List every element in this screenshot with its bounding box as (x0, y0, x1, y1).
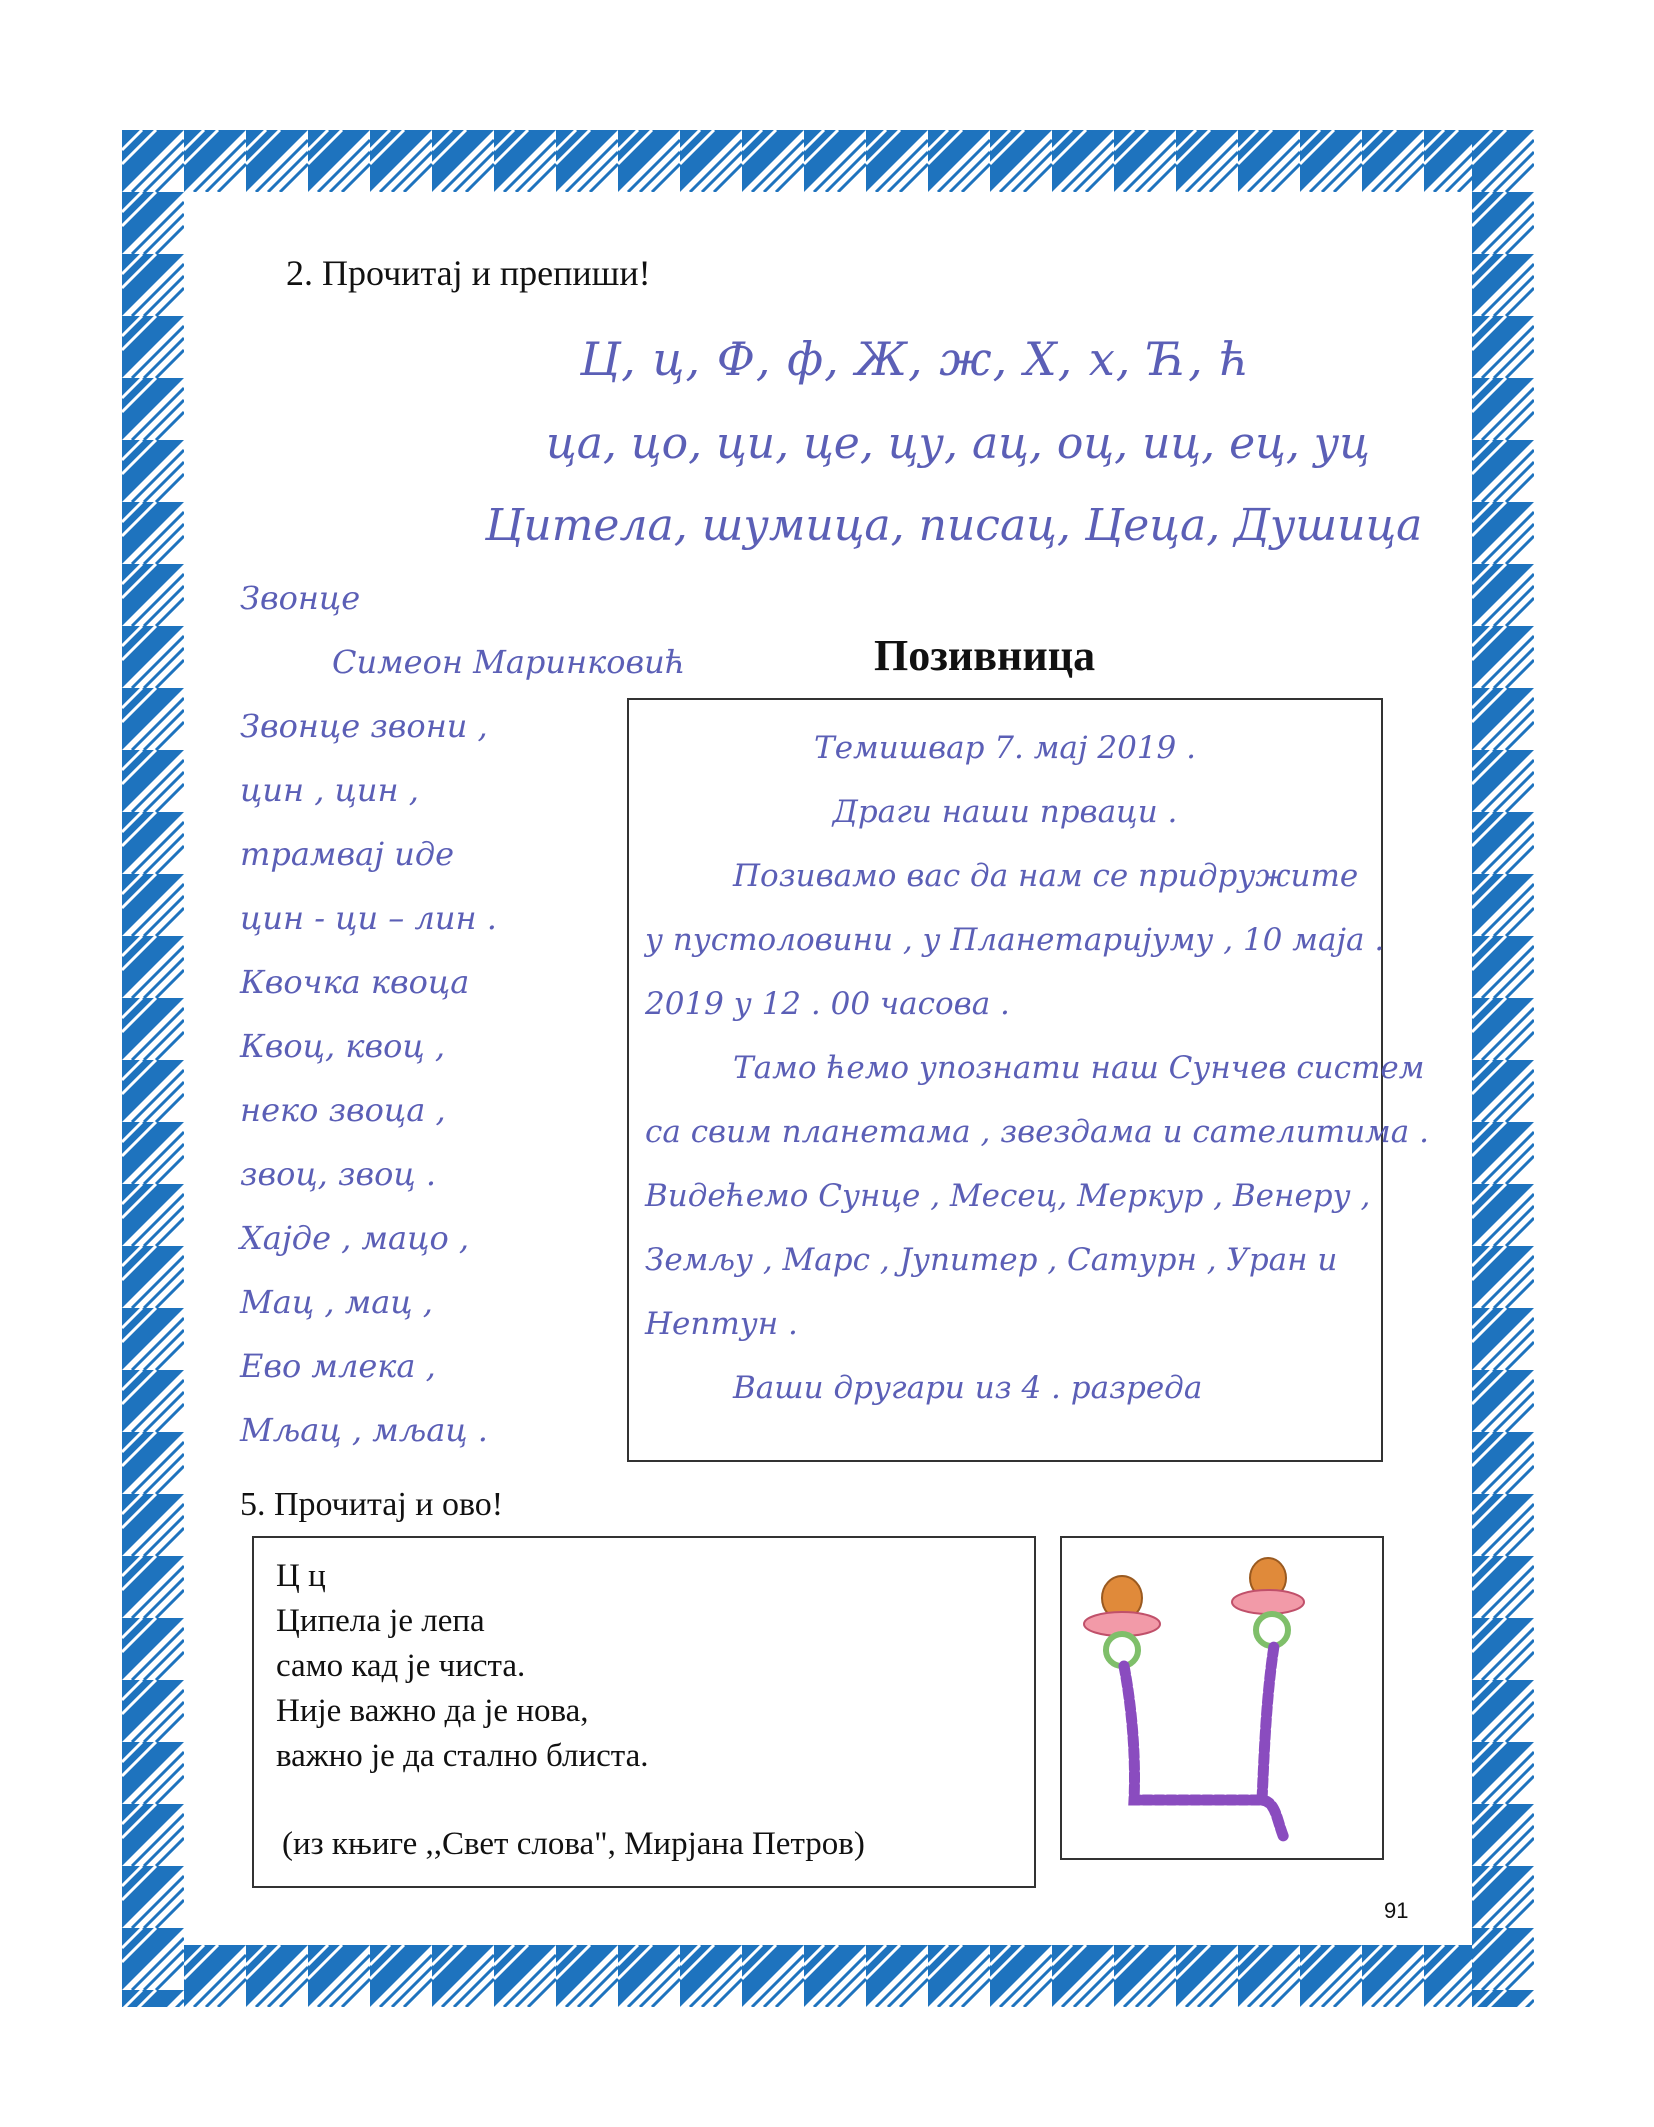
verse-source: (из књиге ,,Свет слова", Мирјана Петров) (282, 1826, 865, 1862)
verse-line: важно је да стално блиста. (276, 1738, 649, 1774)
verse-letter: Ц ц (276, 1558, 326, 1594)
invitation-line: у пустоловини , у Планетаријуму , 10 маја . (645, 922, 1385, 958)
poem-line: звоц, звоц . (240, 1155, 437, 1193)
invitation-line: Позивамо вас да нам се придружите (733, 858, 1359, 894)
invitation-place-date: Темишвар 7. мај 2019 . (814, 730, 1196, 766)
poem-line: Ево млека , (240, 1347, 436, 1385)
invitation-line: Земљу , Марс , Јупитер , Сатурн , Уран и (645, 1242, 1338, 1278)
cursive-words-line: Цитела, шумица, писац, Цеца, Душица (485, 500, 1423, 551)
invitation-line: 2019 у 12 . 00 часова . (645, 986, 1010, 1022)
poem-line: Мљац , мљац . (240, 1411, 488, 1449)
verse-line: Ципела је лепа (276, 1603, 485, 1639)
invitation-line: Видећемо Сунце , Месец, Меркур , Венеру , (645, 1178, 1371, 1214)
border-right (1472, 130, 1534, 2007)
poem-line: трамвај иде (240, 835, 455, 873)
cursive-syllables-line: ца, цо, ци, це, цу, ац, оц, иц, ец, уц (546, 418, 1371, 469)
pacifier-icon (1084, 1576, 1160, 1666)
border-bottom (122, 1945, 1534, 2007)
poem-line: цин , цин , (240, 771, 419, 809)
invitation-line: Нептун . (645, 1306, 798, 1342)
poem-line: Мац , мац , (240, 1283, 433, 1321)
task5-heading: 5. Прочитај и ово! (240, 1486, 504, 1523)
poem-line: Звонце звони , (240, 707, 488, 745)
poem (240, 566, 685, 1462)
letter-c-illustration (1060, 1536, 1384, 1860)
verse (276, 1554, 865, 1867)
poem-line: Квоц, квоц , (240, 1027, 445, 1065)
border-top (122, 130, 1534, 192)
invitation-greeting: Драги наши прваци . (832, 794, 1178, 830)
poem-line: неко звоца , (240, 1091, 446, 1129)
poem-title: Звонце (240, 579, 361, 617)
page-number: 91 (1384, 1898, 1409, 1923)
pacifier-icon (1232, 1558, 1304, 1646)
poem-author: Симеон Маринковић (332, 643, 686, 681)
border-left (122, 130, 184, 2007)
invitation-title: Позивница (874, 631, 1096, 680)
cursive-letters-line: Ц, ц, Ф, ф, Ж, ж, Х, х, Ћ, ћ (580, 332, 1251, 386)
poem-line: Хајде , мацо , (240, 1219, 470, 1257)
verse-line: само кад је чиста. (276, 1648, 526, 1684)
invitation-line: Тамо ћемо упознати наш Сунчев систем (733, 1050, 1425, 1086)
verse-line: Није важно да је нова, (276, 1693, 589, 1729)
poem-line: Квочка квоца (240, 963, 470, 1001)
poem-line: цин - ци – лин . (240, 899, 497, 937)
invitation-line: са свим планетама , звездама и сателитима . (645, 1114, 1429, 1150)
invitation-text (645, 716, 1429, 1420)
invitation-signature: Ваши другари из 4 . разреда (733, 1370, 1203, 1406)
task2-heading: 2. Прочитај и препиши! (286, 253, 651, 293)
